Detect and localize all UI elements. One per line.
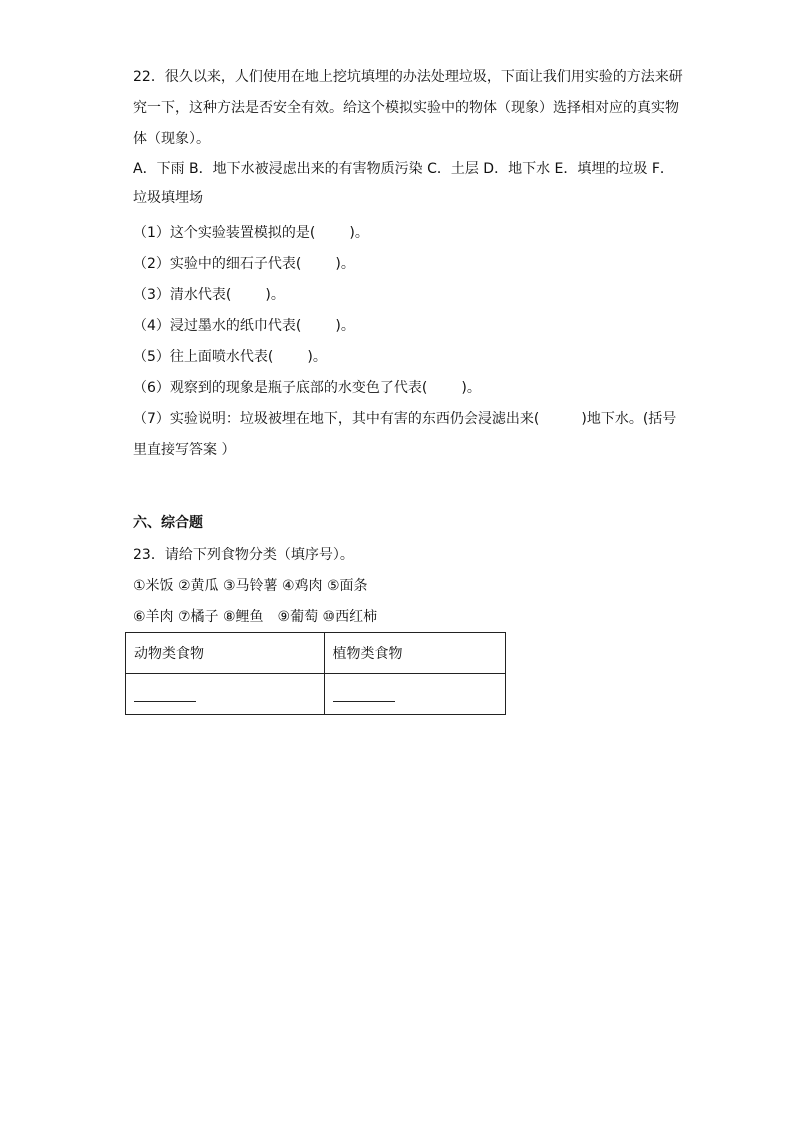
plant-food-answer-line[interactable] bbox=[333, 687, 395, 702]
animal-food-answer-line[interactable] bbox=[134, 687, 196, 702]
header-plant-food: 植物类食物 bbox=[324, 633, 505, 674]
item-3-text: （3）清水代表( bbox=[133, 287, 232, 303]
animal-food-answer-cell[interactable] bbox=[126, 674, 325, 715]
item-2-close: )。 bbox=[335, 256, 355, 272]
question-22-intro: 22．很久以来，人们使用在地上挖坑填埋的办法处理垃圾，下面让我们用实验的方法来研究一下，这种方法是否安全有效。给这个模拟实验中的物体（现象）选择相对应的真实物体（现象）。 bbox=[133, 69, 683, 147]
question-22-item-3 bbox=[133, 285, 285, 305]
question-23-prompt: 23．请给下列食物分类（填序号）。 bbox=[133, 547, 354, 563]
question-22-item-5 bbox=[133, 347, 327, 367]
item-4-close: )。 bbox=[335, 318, 355, 334]
header-animal-food: 动物类食物 bbox=[126, 633, 325, 674]
item-1-close: )。 bbox=[349, 225, 369, 241]
plant-food-answer-cell[interactable] bbox=[324, 674, 505, 715]
food-list-row-2: ⑥羊肉 ⑦橘子 ⑧鲤鱼 ⑨葡萄 ⑩西红柿 bbox=[133, 609, 378, 625]
food-list-row-1: ①米饭 ②黄瓜 ③马铃薯 ④鸡肉 ⑤面条 bbox=[133, 578, 368, 594]
item-4-text: （4）浸过墨水的纸巾代表( bbox=[133, 318, 302, 334]
question-22-item-1 bbox=[133, 223, 369, 243]
question-22-item-4 bbox=[133, 316, 355, 336]
item-1-text: （1）这个实验装置模拟的是( bbox=[133, 225, 316, 241]
question-22-item-7 bbox=[133, 404, 678, 466]
item-6-text: （6）观察到的现象是瓶子底部的水变色了代表( bbox=[133, 380, 428, 396]
item-2-text: （2）实验中的细石子代表( bbox=[133, 256, 302, 272]
question-22-options: A．下雨 B．地下水被浸虑出来的有害物质污染 C．土层 D．地下水 E．填埋的垃圾 F．垃圾填埋场 bbox=[133, 161, 674, 206]
table-answer-row bbox=[126, 674, 506, 715]
item-5-text: （5）往上面喷水代表( bbox=[133, 349, 274, 365]
table-header-row bbox=[126, 633, 506, 674]
item-7-close: )地下水。(括号里直接写答案 ） bbox=[133, 411, 677, 458]
section-6-title: 六、综合题 bbox=[133, 515, 203, 531]
question-22-item-6 bbox=[133, 378, 481, 398]
item-6-close: )。 bbox=[461, 380, 481, 396]
item-7-text: （7）实验说明：垃圾被埋在地下，其中有害的东西仍会浸滤出来( bbox=[133, 411, 540, 427]
item-5-close: )。 bbox=[307, 349, 327, 365]
food-classification-table bbox=[125, 632, 506, 715]
item-3-close: )。 bbox=[265, 287, 285, 303]
question-22-item-2 bbox=[133, 254, 355, 274]
